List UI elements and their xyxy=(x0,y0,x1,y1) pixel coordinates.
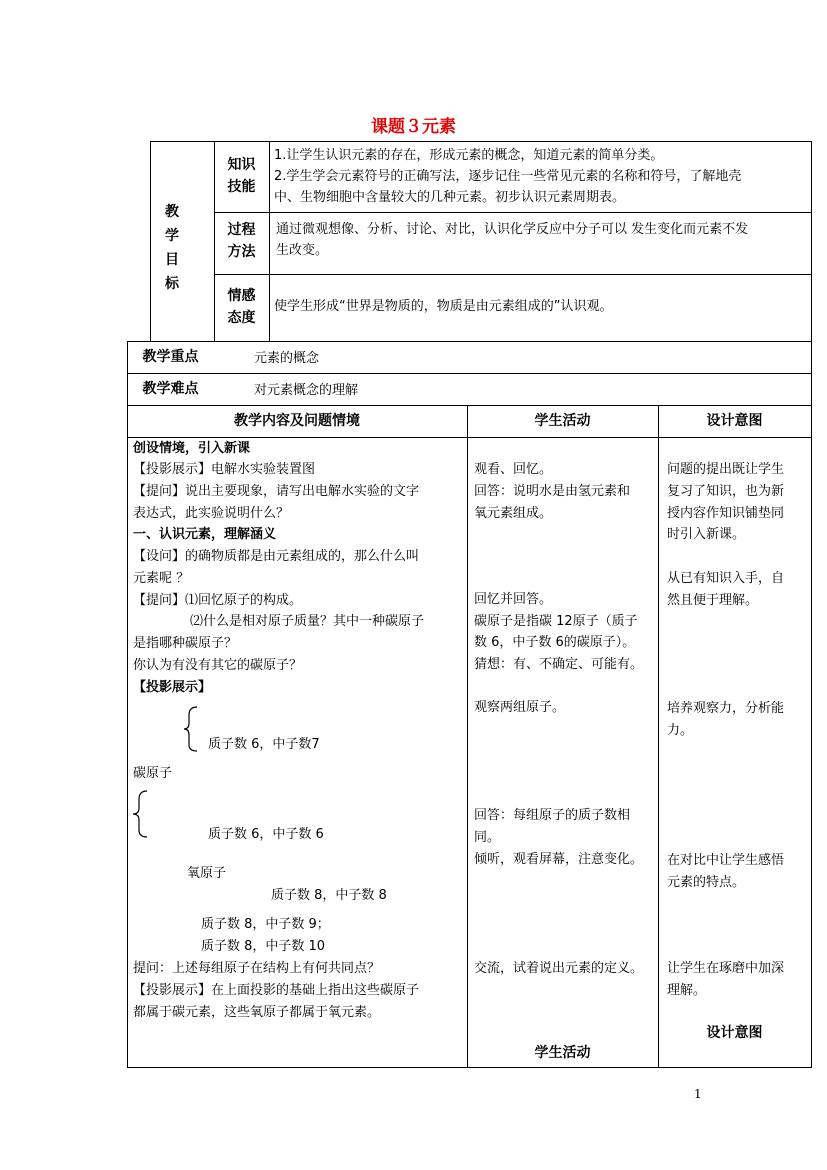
content-line: 一、认识元素，理解涵义 xyxy=(133,527,277,542)
carbon-isotope: 质子数 6，中子数 6 xyxy=(208,827,324,842)
objective-text: 生改变。 xyxy=(276,243,329,258)
objective-label-knowledge xyxy=(214,154,269,198)
label-line: 知识 xyxy=(227,157,256,173)
label-line: 方法 xyxy=(227,244,256,260)
label-line: 情感 xyxy=(227,288,256,304)
activity-line: 猜想：有、不确定、可能有。 xyxy=(474,657,644,672)
content-line: 都属于碳元素，这些氧原子都属于氧元素。 xyxy=(133,1005,381,1020)
objective-text: 中、生物细胞中含量较大的几种元素。初步认识元素周期表。 xyxy=(274,190,626,205)
activity-line: 碳原子是指碳 12原子（质子 xyxy=(474,614,638,629)
intent-line: 在对比中让学生感悟 xyxy=(667,853,785,868)
content-line: 你认为有没有其它的碳原子？ xyxy=(133,658,303,673)
carbon-isotope: 质子数 6，中子数7 xyxy=(208,737,320,752)
page-number: 1 xyxy=(694,1087,702,1101)
content-line: 【投影展示】在上面投影的基础上指出这些碳原子 xyxy=(133,983,420,998)
content-line: 表达式，此实验说明什么？ xyxy=(133,506,290,521)
intent-line: 从已有知识入手，自 xyxy=(667,571,785,586)
intent-line: 培养观察力，分析能 xyxy=(667,701,785,716)
activity-line: 回答：每组原子的质子数相 xyxy=(474,808,631,823)
objectives-label-char: 学 xyxy=(165,228,179,244)
objective-text: 使学生形成“世界是物质的，物质是由元素组成的”认识观。 xyxy=(274,299,613,314)
header-content: 教学内容及问题情境 xyxy=(234,413,360,429)
intent-line: 时引入新课。 xyxy=(667,527,746,542)
activity-line: 交流，试着说出元素的定义。 xyxy=(474,961,644,976)
oxygen-isotope: 质子数 8，中子数 10 xyxy=(201,939,326,954)
intent-line: 复习了知识，也为新 xyxy=(667,484,785,499)
content-line: 【投影展示】电解水实验装置图 xyxy=(133,462,316,477)
carbon-label: 碳原子 xyxy=(133,766,173,781)
activity-line: 同。 xyxy=(474,830,501,845)
page-title: 课题３元素 xyxy=(371,117,456,137)
intent-line: 问题的提出既让学生 xyxy=(667,462,785,477)
content-line: 创设情境，引入新课 xyxy=(133,441,251,456)
header-intent: 设计意图 xyxy=(706,413,763,429)
brace-icon xyxy=(132,789,152,839)
difficulty-label: 教学难点 xyxy=(142,381,199,397)
objective-label-process xyxy=(214,219,269,263)
content-line: 【提问】⑴回忆原子的构成。 xyxy=(133,593,303,608)
objectives-label-char: 标 xyxy=(165,276,179,292)
objectives-label-char: 目 xyxy=(165,252,179,268)
content-line: ⑵什么是相对原子质量？其中一种碳原子 xyxy=(190,614,425,629)
content-line: 元素呢 ？ xyxy=(133,571,190,586)
label-line: 过程 xyxy=(227,222,256,238)
content-line: 【投影展示】 xyxy=(133,680,212,695)
content-line: 【设问】的确物质都是由元素组成的，那么什么叫 xyxy=(133,549,420,564)
activity-bottom-label: 学生活动 xyxy=(534,1045,591,1061)
content-line: 提问：上述每组原子在结构上有何共同点？ xyxy=(133,961,381,976)
oxygen-isotope: 质子数 8，中子数 9； xyxy=(201,917,330,932)
objective-text: 2.学生学会元素符号的正确写法，逐步记住一些常见元素的名称和符号，了解地壳 xyxy=(274,169,742,184)
intent-line: 让学生在琢磨中加深 xyxy=(667,961,785,976)
intent-bottom-label: 设计意图 xyxy=(706,1025,763,1041)
content-line: 【提问】说出主要现象，请写出电解水实验的文字 xyxy=(133,484,420,499)
intent-line: 授内容作知识铺垫同 xyxy=(667,506,785,521)
intent-line: 力。 xyxy=(667,723,694,738)
activity-line: 观看、回忆。 xyxy=(474,462,553,477)
oxygen-label: 氧原子 xyxy=(187,866,227,881)
oxygen-isotope: 质子数 8，中子数 8 xyxy=(271,888,387,903)
activity-line: 回忆并回答。 xyxy=(474,592,553,607)
intent-line: 元素的特点。 xyxy=(667,875,746,890)
content-line: 是指哪种碳原子？ xyxy=(133,636,238,651)
activity-line: 氧元素组成。 xyxy=(474,506,553,521)
activity-line: 数 6，中子数 6的碳原子）。 xyxy=(474,635,636,650)
objectives-label-char: 教 xyxy=(165,204,179,220)
intent-line: 理解。 xyxy=(667,983,707,998)
activity-line: 回答：说明水是由氢元素和 xyxy=(474,484,631,499)
key-point-value: 元素的概念 xyxy=(254,351,320,366)
header-activity: 学生活动 xyxy=(534,413,591,429)
key-point-label: 教学重点 xyxy=(142,349,199,365)
objectives-label xyxy=(150,200,194,296)
activity-line: 倾听，观看屏幕，注意变化。 xyxy=(474,852,644,867)
intent-line: 然且便于理解。 xyxy=(667,593,759,608)
objective-text: 通过微观想像、分析、讨论、对比，认识化学反应中分子可以 发生变化而元素不发 xyxy=(276,222,749,237)
objective-text: 1.让学生认识元素的存在，形成元素的概念，知道元素的简单分类。 xyxy=(274,148,664,163)
label-line: 态度 xyxy=(227,310,256,326)
label-line: 技能 xyxy=(227,179,256,195)
activity-line: 观察两组原子。 xyxy=(474,700,566,715)
objective-label-emotion xyxy=(214,285,269,329)
brace-icon xyxy=(183,705,203,753)
difficulty-value: 对元素概念的理解 xyxy=(254,383,359,398)
